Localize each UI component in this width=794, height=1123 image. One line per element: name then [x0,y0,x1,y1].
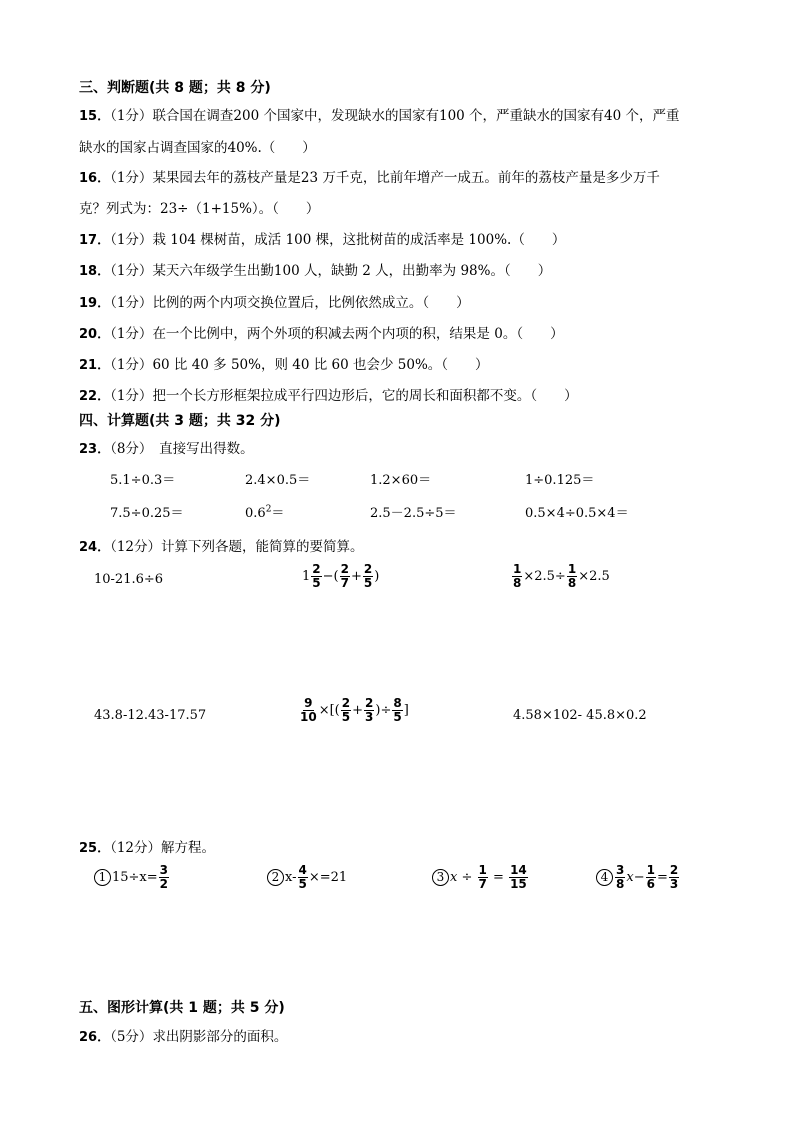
denominator: 8 [567,576,577,590]
oral-calc-item [245,502,284,521]
section-4-heading: 四、计算题(共 3 题；共 32 分) [79,413,281,429]
variable: x [450,870,458,885]
denominator: 15 [510,877,527,891]
numerator: 2 [312,562,321,576]
operator: ) [374,569,380,584]
question-number: 25． [79,841,111,856]
question-text: 在一个比例中，两个外项的积减去两个内项的积，结果是 0。（ ） [152,326,564,342]
numerator: 1 [646,863,655,877]
question-score: （1分） [110,388,153,404]
numerator: 9 [304,696,313,710]
denominator: 5 [298,877,307,891]
circled-number: 2 [267,869,284,886]
numerator: 2 [340,562,349,576]
fraction [364,697,374,724]
equation-3 [432,864,529,891]
numerator: 2 [669,863,679,877]
question-score: （1分） [110,232,153,248]
fraction [159,864,169,891]
equation-text: 15÷x= [112,870,158,885]
question-22 [79,384,578,404]
question-text: 求出阴影部分的面积。 [152,1029,288,1045]
question-25 [79,836,215,856]
numerator: 14 [510,863,527,877]
equation-1 [94,864,170,891]
question-15 [79,104,680,124]
numerator: 1 [567,562,577,576]
operator: + [352,703,364,718]
fraction [392,697,402,724]
denominator: 3 [365,710,374,724]
denominator: 5 [363,576,373,590]
question-text: 某果园去年的荔枝产量是23 万千克，比前年增产一成五。前年的荔枝产量是多少万千 [152,170,660,186]
question-score: （8分） [110,441,146,457]
denominator: 3 [669,877,679,891]
operator: −( [322,569,339,584]
question-26 [79,1025,287,1045]
question-score: （1分） [110,263,153,279]
fraction [363,563,373,590]
question-text: 栽 104 棵树苗，成活 100 棵，这批树苗的成活率是 100%.（ ） [152,232,566,248]
question-19 [79,291,470,311]
numerator: 3 [159,863,169,877]
numerator: 1 [478,863,487,877]
numerator: 2 [363,562,373,576]
question-number: 15． [79,109,111,124]
denominator: 2 [159,877,169,891]
circled-number: 1 [94,869,111,886]
oral-calc-item: 1.2×60＝ [370,473,432,488]
oral-calc-item: 0.5×4÷0.5×4＝ [525,506,629,521]
oral-calc-item: 2.5－2.5÷5＝ [370,506,457,521]
question-number: 24． [79,540,111,555]
question-23 [79,437,254,457]
fraction [311,563,321,590]
question-15-line-2: 缺水的国家占调查国家的40%.（ ） [79,140,316,156]
oral-calc-item: 1÷0.125＝ [525,473,595,488]
fraction [646,864,656,891]
operator: = [656,870,668,885]
section-3-heading: 三、判断题(共 8 题；共 8 分) [79,80,271,96]
question-number: 18． [79,264,111,279]
fraction [669,864,679,891]
question-text: 直接写出得数。 [145,441,254,457]
fraction [341,697,351,724]
question-16 [79,166,660,186]
numerator: 3 [616,863,625,877]
denominator: 8 [616,877,625,891]
fraction [299,697,318,724]
fraction [512,563,522,590]
numerator: 8 [393,696,402,710]
question-text: 某天六年级学生出勤100 人，缺勤 2 人，出勤率为 98%。（ ） [152,263,552,279]
operator: − [633,870,645,885]
denominator: 6 [646,877,655,891]
expression-3 [511,563,610,590]
question-score: （12分） [110,840,162,856]
equation-text: ×=21 [308,870,348,885]
numerator: 1 [513,562,522,576]
denominator: 5 [341,710,351,724]
numerator: 2 [365,696,374,710]
question-number: 21． [79,358,111,373]
fraction [615,864,625,891]
question-number: 23． [79,442,111,457]
question-20 [79,322,564,342]
question-score: （1分） [110,295,153,311]
question-18 [79,259,551,279]
question-number: 19． [79,296,111,311]
equals-sign: ＝ [271,506,285,521]
operator: ] [403,703,409,718]
fraction [478,864,488,891]
expression-6: 4.58×102- 45.8×0.2 [513,708,647,723]
oral-calc-item: 7.5÷0.25＝ [110,506,184,521]
variable: x [626,870,634,885]
fraction [509,864,528,891]
question-17 [79,228,565,248]
question-score: （12分） [110,539,162,555]
denominator: 10 [300,710,317,724]
question-text: 60 比 40 多 50%，则 40 比 60 也会少 50%。（ ） [152,357,489,373]
question-16-line-2: 克？列式为：23÷（1+15%）。（ ） [79,201,320,217]
operator: ×[( [318,703,340,718]
section-5-heading: 五、图形计算(共 1 题；共 5 分) [79,1000,285,1016]
operator: )÷ [375,703,392,718]
question-number: 17． [79,233,111,248]
expression-1: 10-21.6÷6 [94,572,164,587]
question-number: 26． [79,1030,111,1045]
question-number: 22． [79,389,111,404]
question-score: （1分） [110,170,153,186]
operator: ×2.5÷ [523,569,566,584]
operator: ÷ [461,870,473,885]
expression-2 [302,563,379,590]
operator: ×2.5 [578,569,610,584]
base: 0.6 [245,506,266,521]
denominator: 5 [393,710,402,724]
numerator: 2 [341,696,351,710]
oral-calc-item: 5.1÷0.3＝ [110,473,176,488]
operator: = [493,870,504,885]
question-24 [79,535,364,555]
fraction [340,563,350,590]
question-score: （5分） [110,1029,153,1045]
whole-part: 1 [302,569,311,584]
circled-number: 4 [596,869,613,886]
denominator: 7 [478,877,487,891]
operator: + [350,569,362,584]
question-score: （1分） [110,108,153,124]
question-text: 解方程。 [161,840,216,856]
fraction [298,864,308,891]
question-21 [79,353,489,373]
question-score: （1分） [110,326,153,342]
expression-5 [298,697,409,724]
exponent: 2 [265,504,272,515]
question-text: 比例的两个内项交换位置后，比例依然成立。（ ） [152,295,470,311]
question-text: 联合国在调查200 个国家中，发现缺水的国家有100 个，严重缺水的国家有40 个，严重 [152,108,680,124]
question-number: 16． [79,171,111,186]
equation-2 [267,864,347,891]
denominator: 8 [513,576,522,590]
expression-4: 43.8-12.43-17.57 [94,708,207,723]
numerator: 4 [298,863,307,877]
question-score: （1分） [110,357,153,373]
question-text: 把一个长方形框架拉成平行四边形后，它的周长和面积都不变。（ ） [152,388,578,404]
question-number: 20． [79,327,111,342]
equation-text: x- [285,870,297,885]
oral-calc-item: 2.4×0.5＝ [245,473,311,488]
circled-number: 3 [432,869,449,886]
question-text: 计算下列各题，能简算的要简算。 [161,539,364,555]
denominator: 7 [340,576,349,590]
equation-4 [596,864,680,891]
fraction [567,563,577,590]
denominator: 5 [312,576,321,590]
